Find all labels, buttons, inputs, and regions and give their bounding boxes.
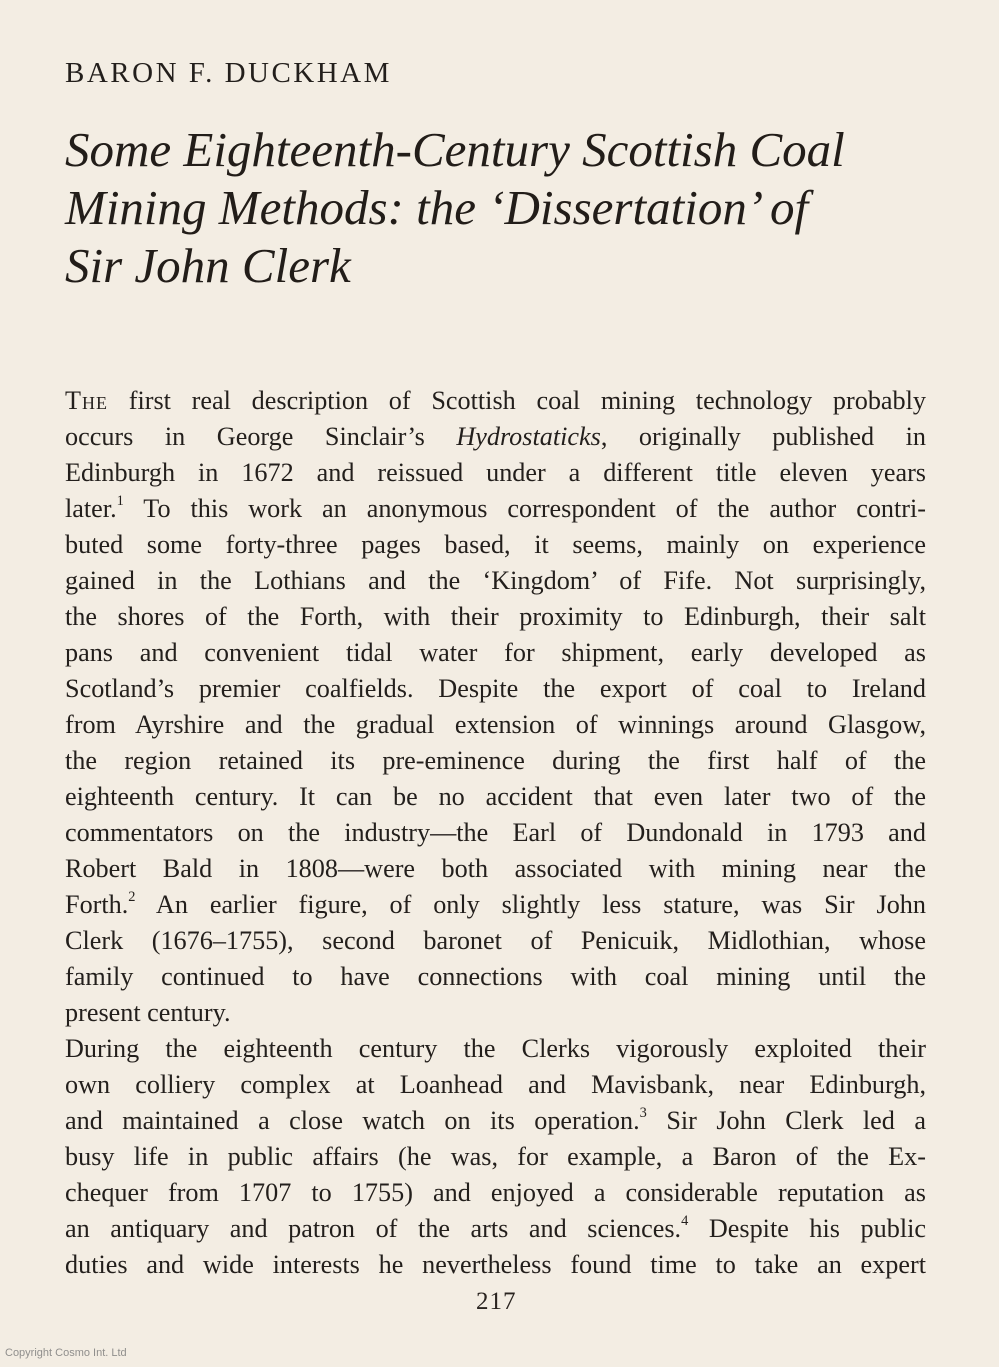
body-line-6: gained in the Lothians and the ‘Kingdom’ of Fife. Not surprisingly, bbox=[65, 566, 926, 595]
body-line-4 bbox=[65, 491, 926, 527]
article-title bbox=[65, 121, 935, 295]
body-line-19: During the eighteenth century the Clerks vigorously exploited their bbox=[65, 1034, 926, 1063]
body-line-11: the region retained its pre-eminence during the first half of the bbox=[65, 746, 926, 775]
body-line-18: present century. bbox=[65, 998, 231, 1027]
title-line-1: Some Eighteenth-Century Scottish Coal bbox=[65, 122, 845, 177]
body-text: Despite his public bbox=[688, 1214, 926, 1243]
body-text: Forth. bbox=[65, 890, 129, 919]
body-text: , originally published in bbox=[600, 422, 926, 451]
body-text: An earlier figure, of only slightly less stature, was Sir John bbox=[135, 890, 926, 919]
body-line-22: busy life in public affairs (he was, for example, a Baron of the Ex- bbox=[65, 1142, 926, 1171]
body-text: later. bbox=[65, 494, 117, 523]
body-line-17: family continued to have connections with coal mining until the bbox=[65, 962, 926, 991]
drop-cap-word: The bbox=[65, 386, 108, 415]
title-line-3: Sir John Clerk bbox=[65, 238, 351, 293]
footnote-ref-1: 1 bbox=[116, 493, 124, 510]
page-number: 217 bbox=[476, 1288, 517, 1315]
body-text: an antiquary and patron of the arts and sciences. bbox=[65, 1214, 682, 1243]
author-name: BARON F. DUCKHAM bbox=[65, 57, 392, 89]
footnote-ref-4: 4 bbox=[681, 1213, 689, 1230]
title-line-2: Mining Methods: the ‘Dissertation’ of bbox=[65, 180, 809, 235]
book-title: Hydrostaticks bbox=[456, 422, 601, 451]
body-line-9: Scotland’s premier coalfields. Despite the export of coal to Ireland bbox=[65, 674, 926, 703]
body-line-3: Edinburgh in 1672 and reissued under a different title eleven years bbox=[65, 458, 926, 487]
article-body bbox=[65, 383, 926, 1283]
body-line-5: buted some forty-three pages based, it seems, mainly on experience bbox=[65, 530, 926, 559]
body-text: and maintained a close watch on its operation. bbox=[65, 1106, 640, 1135]
body-line-12: eighteenth century. It can be no accident that even later two of the bbox=[65, 782, 926, 811]
body-text: occurs in George Sinclair’s bbox=[65, 422, 457, 451]
body-line-2 bbox=[65, 419, 926, 455]
body-line-8: pans and convenient tidal water for shipment, early developed as bbox=[65, 638, 926, 667]
body-text: Sir John Clerk led a bbox=[646, 1106, 926, 1135]
body-line-23: chequer from 1707 to 1755) and enjoyed a considerable reputation as bbox=[65, 1178, 926, 1207]
body-line-14: Robert Bald in 1808—were both associated with mining near the bbox=[65, 854, 926, 883]
body-line-25: duties and wide interests he nevertheless found time to take an expert bbox=[65, 1250, 926, 1279]
body-line-10: from Ayrshire and the gradual extension of winnings around Glasgow, bbox=[65, 710, 926, 739]
body-text: To this work an anonymous correspondent of the author contri- bbox=[123, 494, 926, 523]
copyright-watermark: Copyright Cosmo Int. Ltd bbox=[5, 1347, 127, 1359]
body-text: first real description of Scottish coal mining technology probably bbox=[108, 386, 926, 415]
footnote-ref-3: 3 bbox=[639, 1105, 647, 1122]
body-line-20: own colliery complex at Loanhead and Mavisbank, near Edinburgh, bbox=[65, 1070, 926, 1099]
footnote-ref-2: 2 bbox=[128, 889, 136, 906]
body-line-7: the shores of the Forth, with their proximity to Edinburgh, their salt bbox=[65, 602, 926, 631]
body-line-21 bbox=[65, 1103, 926, 1139]
body-line-15 bbox=[65, 887, 926, 923]
body-line-13: commentators on the industry—the Earl of Dundonald in 1793 and bbox=[65, 818, 926, 847]
body-line-1 bbox=[65, 383, 926, 419]
body-line-16: Clerk (1676–1755), second baronet of Penicuik, Midlothian, whose bbox=[65, 926, 926, 955]
body-line-24 bbox=[65, 1211, 926, 1247]
